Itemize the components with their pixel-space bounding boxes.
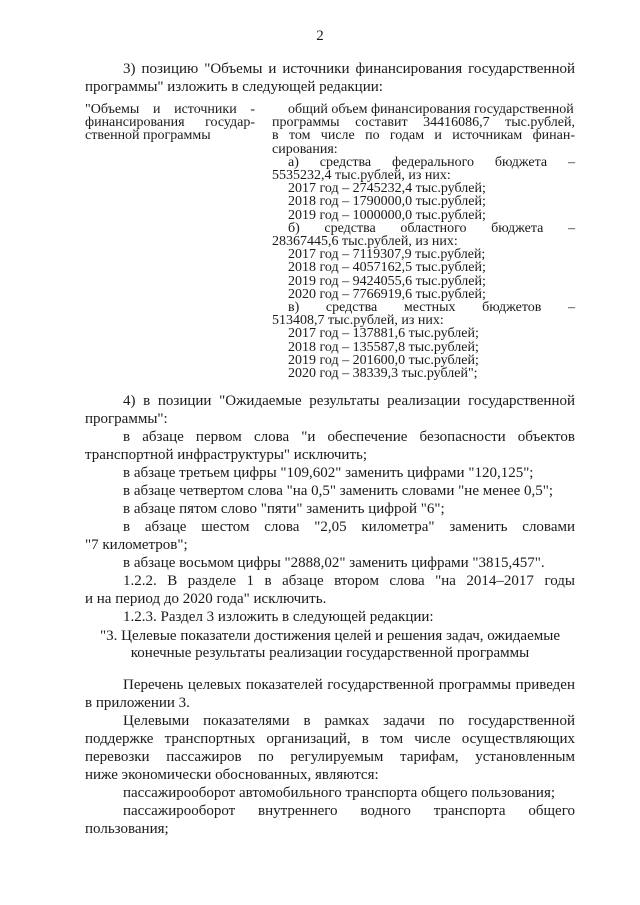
body-line: в абзаце пятом слово "пяти" заменить цифрой "6"; xyxy=(123,501,445,517)
bottom-line: перевозки пассажиров по регулируемым тарифам, установленным xyxy=(85,749,575,765)
table-right-line: 2019 год – 1000000,0 тыс.рублей; xyxy=(288,207,486,223)
table-right-line: в том числе по годам и источникам финан- xyxy=(272,128,575,144)
table-right-line: в) средства местных бюджетов – xyxy=(288,300,575,316)
bottom-line: поддержке транспортных организаций, в том числе осуществляющих xyxy=(85,731,575,747)
body-line: в абзаце третьем цифры "109,602" заменить цифрами "120,125"; xyxy=(123,465,534,481)
table-right-line: 2017 год – 137881,6 тыс.рублей; xyxy=(288,326,479,342)
bottom-line: Целевыми показателями в рамках задачи по государственной xyxy=(123,713,575,729)
table-right-line: 2020 год – 7766919,6 тыс.рублей; xyxy=(288,286,486,302)
section-heading-line2: конечные результаты реализации государственной программы xyxy=(130,645,530,661)
table-right-line: 513408,7 тыс.рублей, из них: xyxy=(272,313,444,329)
bottom-line: пользования; xyxy=(85,821,169,837)
body-line: 1.2.3. Раздел 3 изложить в следующей редакции: xyxy=(123,609,434,625)
table-right-line: 2018 год – 1790000,0 тыс.рублей; xyxy=(288,194,486,210)
table-right-column xyxy=(272,103,575,380)
body-line: и на период до 2020 года" исключить. xyxy=(85,591,327,607)
table-right-line: б) средства областного бюджета – xyxy=(288,220,575,236)
table-right-line: программы составит 34416086,7 тыс.рублей, xyxy=(272,115,575,131)
table-right-line: 28367445,6 тыс.рублей, из них: xyxy=(272,234,458,250)
bottom-line: Перечень целевых показателей государственной программы приведен xyxy=(123,677,575,693)
bottom-line: в приложении 3. xyxy=(85,695,190,711)
table-left-line: ственной программы xyxy=(85,128,211,143)
body-line: в абзаце первом слова "и обеспечение безопасности объектов xyxy=(123,429,575,445)
body-line: "7 километров"; xyxy=(85,537,188,553)
table-right-line: 2017 год – 7119307,9 тыс.рублей; xyxy=(288,247,486,263)
body-line: в абзаце восьмом цифры "2888,02" заменить цифрами "3815,457". xyxy=(123,555,545,571)
table-left-line: "Объемы и источники - xyxy=(85,102,255,117)
table-right-line: 2019 год – 201600,0 тыс.рублей; xyxy=(288,352,479,368)
body-line: транспортной инфраструктуры" исключить; xyxy=(85,447,368,463)
table-left-column xyxy=(85,103,255,142)
table-right-line: 2020 год – 38339,3 тыс.рублей"; xyxy=(288,366,478,382)
table-right-line: общий объем финансирования государственной xyxy=(288,102,574,117)
table-left-line: финансирования государ- xyxy=(85,115,255,130)
section-heading-line1: "3. Целевые показатели достижения целей и решения задач, ожидаемые xyxy=(100,628,560,644)
table-right-line: 2017 год – 2745232,4 тыс.рублей; xyxy=(288,181,486,197)
bottom-line: пассажирооборот внутреннего водного транспорта общего xyxy=(123,803,575,819)
body-line: в абзаце четвертом слова "на 0,5" заменить словами "не менее 0,5"; xyxy=(123,483,554,499)
body-line: 1.2.2. В разделе 1 в абзаце втором слова "на 2014–2017 годы xyxy=(123,573,575,589)
body-line: программы": xyxy=(85,411,168,427)
table-right-line: а) средства федерального бюджета – xyxy=(288,154,575,170)
table-right-line: 2018 год – 135587,8 тыс.рублей; xyxy=(288,339,479,355)
table-right-line: 2019 год – 9424055,6 тыс.рублей; xyxy=(288,273,486,289)
page-number: 2 xyxy=(316,28,324,44)
item3-line1: 3) позицию "Объемы и источники финансирования государственной xyxy=(123,61,575,77)
body-line: в абзаце шестом слова "2,05 километра" заменить словами xyxy=(123,519,575,535)
table-right-line: 2018 год – 4057162,5 тыс.рублей; xyxy=(288,260,486,276)
body-line: 4) в позиции "Ожидаемые результаты реализации государственной xyxy=(123,393,575,409)
bottom-line: пассажирооборот автомобильного транспорта общего пользования; xyxy=(123,785,556,801)
table-right-line: 5535232,4 тыс.рублей, из них: xyxy=(272,168,451,184)
bottom-line: ниже экономически обоснованных, являются: xyxy=(85,767,379,783)
table-right-line: сирования: xyxy=(272,141,338,157)
item3-line2: программы" изложить в следующей редакции: xyxy=(85,79,383,95)
